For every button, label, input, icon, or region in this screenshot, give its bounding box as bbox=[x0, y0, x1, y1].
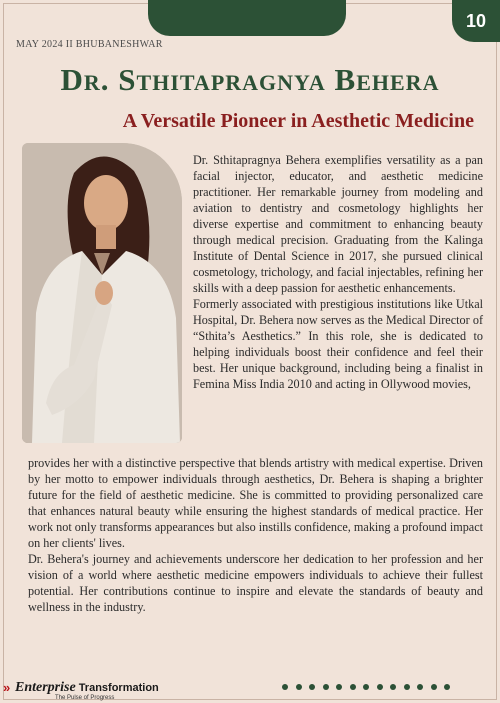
paragraph-continuation: provides her with a distinctive perspective that blends artistry with medical expertise. Driven by her motto to empower individuals through aesthetics, Dr. Behera is shaping a brighter future for the field of aesthetic medicine. She is committed to providing personalized care that enhances natural beauty while ensuring the highest standards of medical practice. Her work not only transforms appearances but also instills confidence, making a profound impact on her clients' lives. bbox=[28, 456, 483, 550]
paragraph-career: Formerly associated with prestigious institutions like Utkal Hospital, Dr. Behera now serves as the Medical Director of “Sthita’s Aesthetics.” In this role, she is dedicated to helping individuals boost their confidence and feel their best. Her unique background, including being a finalist in Femina Miss India 2010 and acting in Ollywood movies, bbox=[193, 297, 483, 391]
portrait-image bbox=[22, 143, 182, 443]
brand-logo bbox=[3, 680, 159, 696]
footer-dot bbox=[336, 684, 342, 690]
chevron-logo-icon: » bbox=[3, 680, 11, 695]
page-title: Dr. Sthitapragnya Behera bbox=[60, 62, 440, 97]
footer-dots bbox=[282, 684, 450, 690]
footer-dot bbox=[404, 684, 410, 690]
issue-line: MAY 2024 II BHUBANESHWAR bbox=[16, 39, 163, 50]
footer-dot bbox=[377, 684, 383, 690]
article-column-right bbox=[193, 152, 483, 392]
paragraph-closing: Dr. Behera's journey and achievements underscore her dedication to her profession and her vision of a world where aesthetic medicine empowers individuals to achieve their fullest potential. Her contributions continue to inspire and elevate the standards of beauty and wellness in the industry. bbox=[28, 552, 483, 614]
footer-dot bbox=[296, 684, 302, 690]
footer-dot bbox=[282, 684, 288, 690]
footer-dot bbox=[363, 684, 369, 690]
brand-tagline: The Pulse of Progress bbox=[55, 695, 115, 701]
footer-dot bbox=[309, 684, 315, 690]
article-subtitle: A Versatile Pioneer in Aesthetic Medicine bbox=[122, 110, 474, 132]
footer-dot bbox=[431, 684, 437, 690]
header-tab bbox=[148, 0, 346, 36]
footer-dot bbox=[444, 684, 450, 690]
paragraph-intro: Dr. Sthitapragnya Behera exemplifies versatility as a pan facial injector, educator, and aesthetic medicine practitioner. Her remarkable journey from modeling and aviation to dentistry and cosmetology highlights her diverse expertise and commitment to enhancing beauty through medical precision. Graduating from the Kalinga Institute of Dental Science in 2017, she pursued clinical cosmetology, trichology, and facial injectables, refining her skills with a deep passion for aesthetic enhancements. bbox=[193, 153, 483, 295]
brand-word-transformation: Transformation bbox=[78, 682, 159, 694]
footer-dot bbox=[390, 684, 396, 690]
footer-dot bbox=[323, 684, 329, 690]
footer-dot bbox=[417, 684, 423, 690]
brand-word-enterprise: Enterprise bbox=[15, 680, 76, 695]
article-column-full bbox=[28, 455, 483, 615]
page-number-badge: 10 bbox=[452, 0, 500, 42]
portrait-illustration bbox=[22, 143, 182, 443]
footer-dot bbox=[350, 684, 356, 690]
